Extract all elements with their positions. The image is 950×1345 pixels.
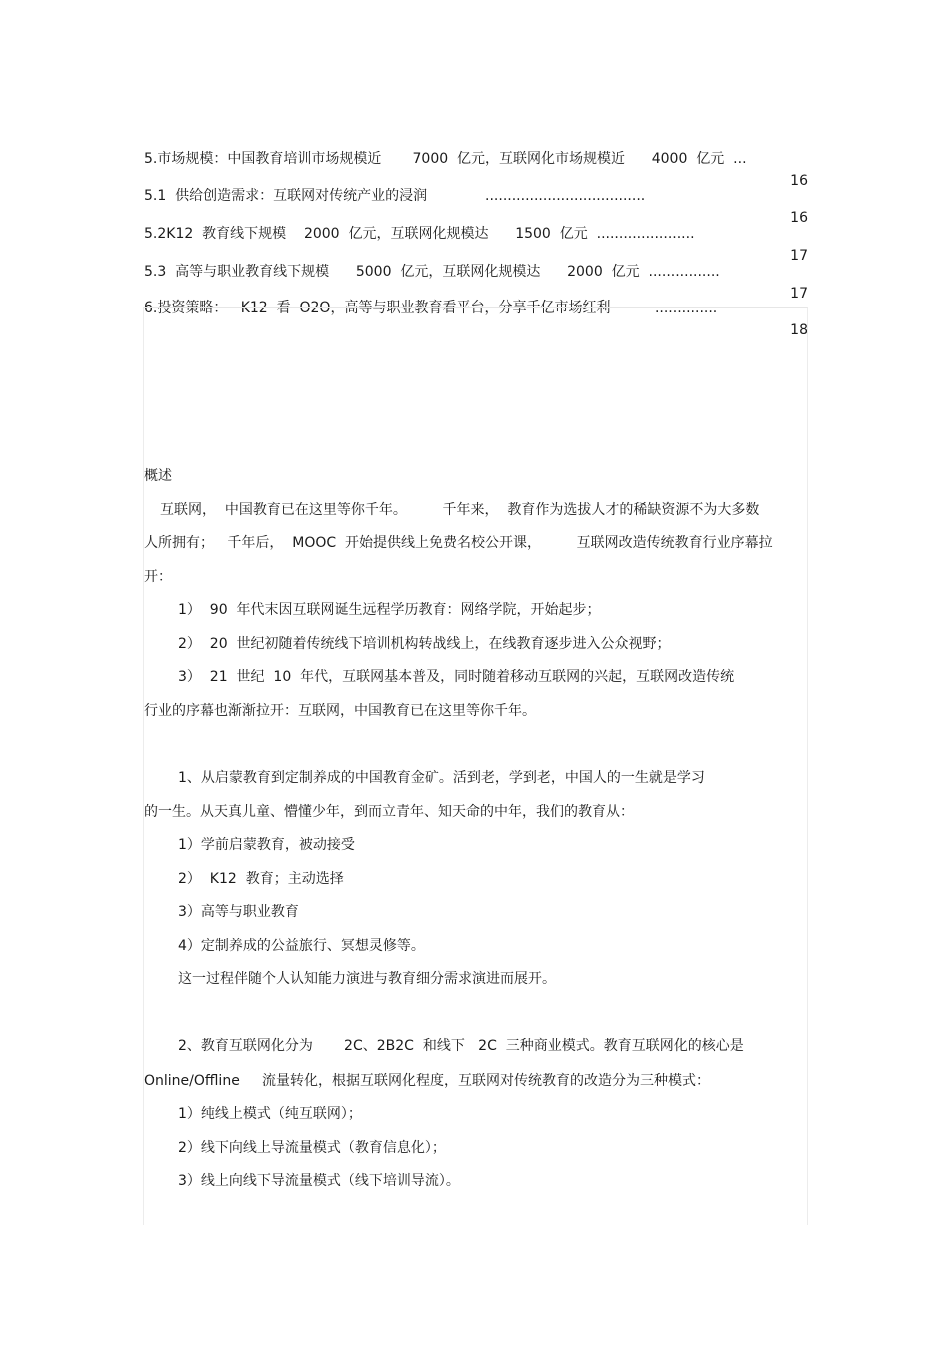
toc-entry[interactable] [144, 163, 808, 226]
list-item: 4）定制养成的公益旅行、冥想灵修等。 [178, 938, 425, 954]
toc-entry-page: 18 [790, 322, 808, 338]
list-item: 3） 21 世纪 10 年代，互联网基本普及，同时随着移动互联网的兴起，互联网改造传统 [178, 669, 735, 685]
toc-entry-title: 5.1 供给创造需求：互联网对传统产业的浸润 .................................... [144, 188, 646, 204]
list-item: 3）高等与职业教育 [178, 904, 299, 920]
paragraph-line: Online/Offline 流量转化，根据互联网化程度，互联网对传统教育的改造分为三种模式： [144, 1073, 711, 1089]
toc-entry-page: 17 [790, 286, 808, 302]
toc-entry-page: 17 [790, 248, 808, 264]
list-item: 1）学前启蒙教育，被动接受 [178, 837, 355, 853]
paragraph-line: 2、教育互联网化分为 2C、2B2C 和线下 2C 三种商业模式。教育互联网化的核心是 [178, 1038, 744, 1054]
paragraph-line: 这一过程伴随个人认知能力演进与教育细分需求演进而展开。 [178, 971, 556, 987]
toc-entry-page: 16 [790, 210, 808, 226]
toc-entry[interactable] [144, 239, 808, 302]
toc-entry[interactable] [144, 201, 808, 264]
paragraph-line: 人所拥有； 千年后， MOOC 开始提供线上免费名校公开课， 互联网改造传统教育行业序幕拉 [144, 535, 773, 551]
list-item: 1）纯线上模式（纯互联网）； [178, 1106, 362, 1122]
toc-entry-title: 5.市场规模：中国教育培训市场规模近 7000 亿元，互联网化市场规模近 4000 亿元 ... [144, 151, 747, 167]
list-item: 2） K12 教育；主动选择 [178, 871, 344, 887]
toc-entry[interactable] [144, 126, 808, 189]
paragraph-line: 开： [144, 569, 172, 585]
toc-entry-title: 5.2K12 教育线下规模 2000 亿元，互联网化规模达 1500 亿元 ...................... [144, 226, 695, 242]
toc-entry-title: 5.3 高等与职业教育线下规模 5000 亿元，互联网化规模达 2000 亿元 ................ [144, 264, 720, 280]
list-item: 2）线下向线上导流量模式（教育信息化）； [178, 1140, 446, 1156]
toc-entry-page: 16 [790, 173, 808, 189]
paragraph-line: 互联网， 中国教育已在这里等你千年。 千年来， 教育作为选拔人才的稀缺资源不为大多数 [160, 502, 760, 518]
list-item: 2） 20 世纪初随着传统线下培训机构转战线上，在线教育逐步进入公众视野； [178, 636, 671, 652]
paragraph-line: 行业的序幕也渐渐拉开：互联网，中国教育已在这里等你千年。 [144, 703, 536, 719]
paragraph-line: 的一生。从天真儿童、懵懂少年，到而立青年、知天命的中年，我们的教育从： [144, 804, 634, 820]
section-heading: 概述 [144, 468, 172, 484]
toc-entry[interactable] [144, 275, 808, 338]
list-item: 3）线上向线下导流量模式（线下培训导流）。 [178, 1173, 460, 1189]
list-item: 1） 90 年代末因互联网诞生远程学历教育：网络学院，开始起步； [178, 602, 601, 618]
toc-entry-title: 6.投资策略： K12 看 O2O，高等与职业教育看平台，分享千亿市场红利 .............. [144, 300, 718, 316]
paragraph-line: 1、从启蒙教育到定制养成的中国教育金矿。活到老，学到老，中国人的一生就是学习 [178, 770, 705, 786]
